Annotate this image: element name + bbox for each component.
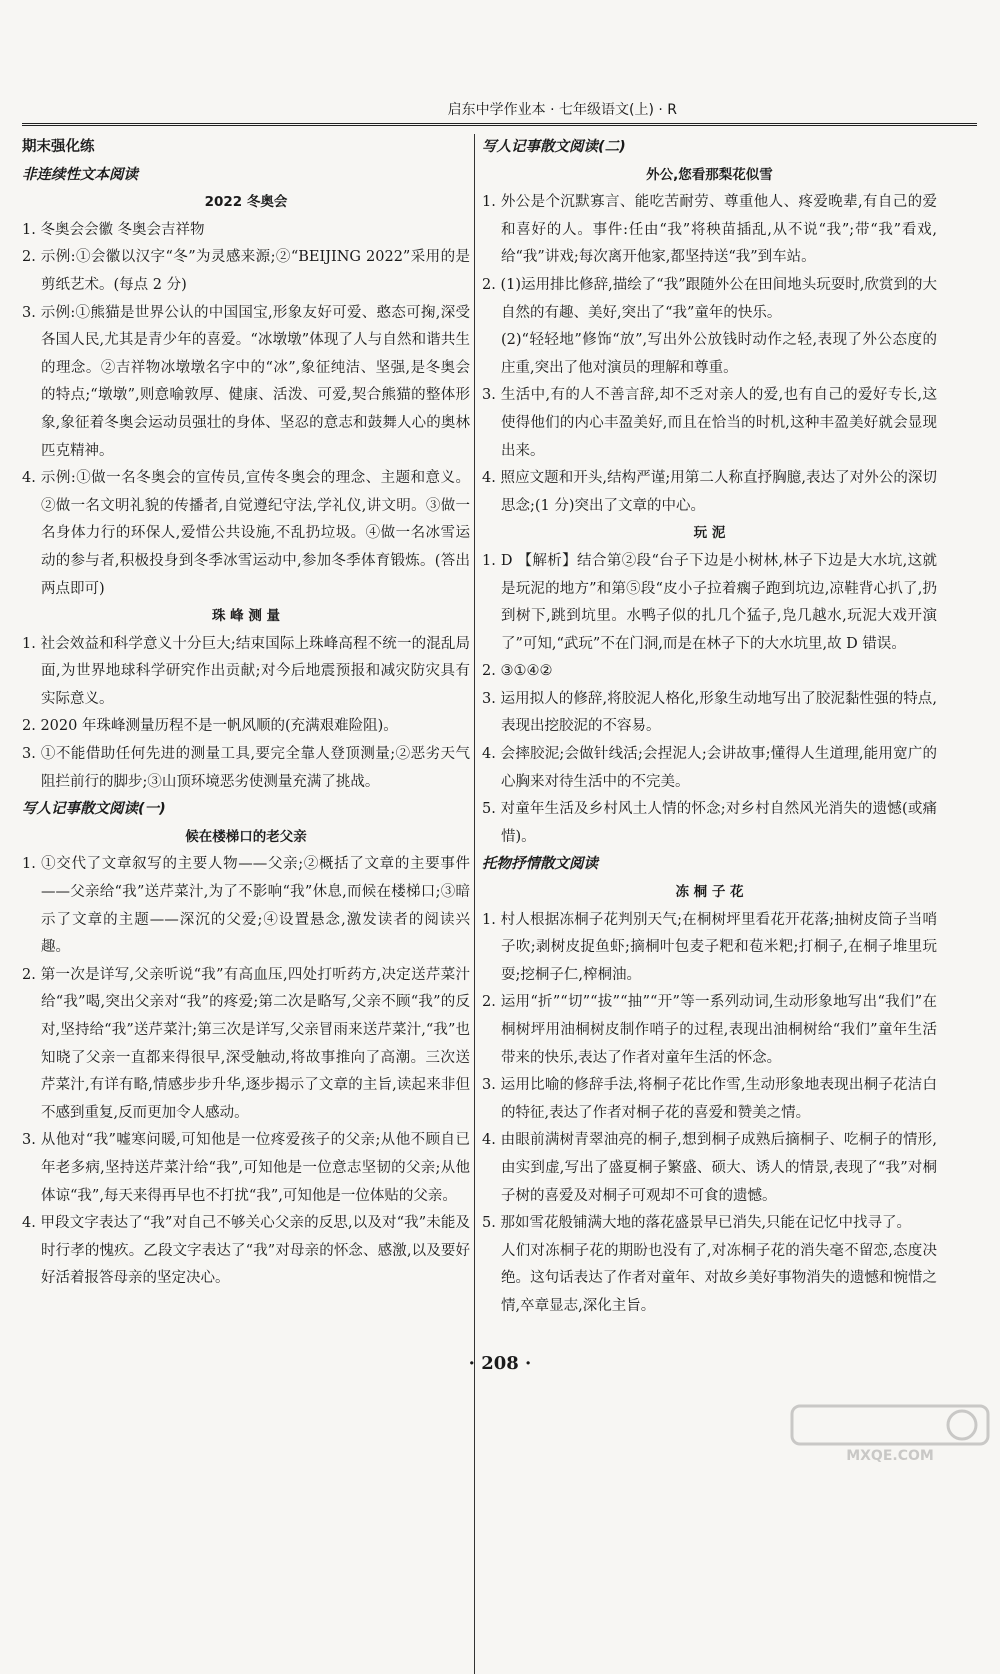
article-title: 玩 泥: [693, 525, 726, 542]
answer-item: 3. 生活中,有的人不善言辞,却不乏对亲人的爱,也有自己的爱好专长,这使得他们的内心丰盈美好,而且在恰当的时机,这种丰盈美好就会显现出来。: [482, 387, 937, 459]
article-title: 珠 峰 测 量: [211, 608, 281, 625]
answer-item: 2. (1)运用排比修辞,描绘了“我”跟随外公在田间地头玩耍时,欣赏到的大自然的有趣、美好,突出了“我”童年的快乐。: [482, 276, 937, 321]
article-title: 候在楼梯口的老父亲: [185, 828, 307, 845]
section-heading: 写人记事散文阅读(一): [22, 801, 166, 818]
answer-item: 3. 示例:①熊猫是世界公认的中国国宝,形象友好可爱、憨态可掬,深受各国人民,尤其是青少年的喜爱。“冰墩墩”体现了人与自然和谐共生的理念。②吉祥物冰墩墩名字中的“冰”,象征纯洁、坚强,是冬奥会的特点;“墩墩”,则意喻敦厚、健康、活泼、可爱,契合熊猫的整体形象,象征着冬奥会运动员强壮的身体、坚忍的意志和鼓舞人心的奥林匹克精神。: [22, 304, 470, 459]
page-title: 期末强化练: [22, 139, 95, 155]
left-column: [22, 134, 470, 1293]
answer-item: (2)“轻轻地”修饰“放”,写出外公放钱时动作之轻,表现了外公态度的庄重,突出了他对演员的理解和尊重。: [501, 332, 937, 376]
answer-item: 1. ①交代了文章叙写的主要人物——父亲;②概括了文章的主要事件——父亲给“我”送芹菜汁,为了不影响“我”休息,而候在楼梯口;③暗示了文章的主题——深沉的父爱;④设置悬念,激发读者的阅读兴趣。: [22, 856, 470, 956]
page-number: · 208 ·: [468, 1353, 532, 1374]
answer-item: 2. 第一次是详写,父亲听说“我”有高血压,四处打听药方,决定送芹菜汁给“我”喝,突出父亲对“我”的疼爱;第二次是略写,父亲不顾“我”的反对,坚持给“我”送芹菜汁;第三次是详写,父亲冒雨来送芹菜汁,“我”也知晓了父亲一直都来得很早,深受触动,将故事推向了高潮。三次送芹菜汁,有详有略,情感步步升华,逐步揭示了文章的主旨,读起来非但不感到重复,反而更加令人感动。: [22, 966, 470, 1121]
answer-item: 人们对冻桐子花的期盼也没有了,对冻桐子花的消失毫不留恋,态度决绝。这句话表达了作者对童年、对故乡美好事物消失的遗憾和惋惜之情,卒章显志,深化主旨。: [501, 1242, 937, 1314]
answer-item: 5. 那如雪花般铺满大地的落花盛景早已消失,只能在记忆中找寻了。: [482, 1215, 912, 1232]
answer-item: 3. ①不能借助任何先进的测量工具,要完全靠人登顶测量;②恶劣天气阻拦前行的脚步;③山顶环境恶劣使测量充满了挑战。: [22, 746, 470, 790]
answer-item: 3. 运用比喻的修辞手法,将桐子花比作雪,生动形象地表现出桐子花洁白的特征,表达了作者对桐子花的喜爱和赞美之情。: [482, 1077, 937, 1121]
answer-item: 4. 甲段文字表达了“我”对自己不够关心父亲的反思,以及对“我”未能及时行孝的愧疚。乙段文字表达了“我”对母亲的怀念、感激,以及要好好活着报答母亲的坚定决心。: [22, 1215, 470, 1287]
answer-item: 3. 从他对“我”嘘寒问暖,可知他是一位疼爱孩子的父亲;从他不顾自已年老多病,坚持送芹菜汁给“我”,可知他是一位意志坚韧的父亲;从他体谅“我”,每天来得再早也不打扰“我”,可知他是一位体贴的父亲。: [22, 1132, 470, 1204]
answer-item: 5. 对童年生活及乡村风土人情的怀念;对乡村自然风光消失的遗憾(或痛惜)。: [482, 801, 937, 845]
answer-item: 1. 冬奥会会徽 冬奥会吉祥物: [22, 221, 205, 238]
answer-item: 1. D 【解析】结合第②段“台子下边是小树林,林子下边是大水坑,这就是玩泥的地方”和第⑤段“皮小子拉着瘸子跑到坑边,凉鞋背心扒了,扔到树下,跳到坑里。水鸭子似的扎几个猛子,凫几越水,玩泥大戏开演了”可知,“武玩”不在门洞,而是在林子下的大水坑里,故 D 错误。: [482, 552, 937, 652]
answer-item: 1. 外公是个沉默寡言、能吃苦耐劳、尊重他人、疼爱晚辈,有自己的爱和喜好的人。事件:任由“我”将秧苗插乱,从不说“我”;带“我”看戏,给“我”讲戏;每次离开他家,都坚持送“我”到车站。: [482, 194, 937, 266]
answer-item: 4. 会摔胶泥;会做针线活;会捏泥人;会讲故事;懂得人生道理,能用宽广的心胸来对待生活中的不完美。: [482, 746, 937, 790]
column-divider: [474, 134, 475, 1674]
watermark-logo: [790, 1404, 990, 1464]
answer-item: 2. ③①④②: [482, 663, 553, 680]
section-heading: 写人记事散文阅读(二): [482, 139, 626, 155]
answer-item: 2. 运用“折”“切”“拔”“抽”“开”等一系列动词,生动形象地写出“我们”在桐树坪用油桐树皮制作哨子的过程,表现出油桐树给“我们”童年生活带来的快乐,表达了作者对童年生活的怀念。: [482, 994, 937, 1066]
answer-item: 2. 示例:①会徽以汉字“冬”为灵感来源;②“BEIJING 2022”采用的是剪纸艺术。(每点 2 分): [22, 249, 470, 293]
answer-item: 1. 社会效益和科学意义十分巨大;结束国际上珠峰高程不统一的混乱局面,为世界地球科学研究作出贡献;对今后地震预报和减灾防灾具有实际意义。: [22, 635, 470, 707]
answer-item: 3. 运用拟人的修辞,将胶泥人格化,形象生动地写出了胶泥黏性强的特点,表现出挖胶泥的不容易。: [482, 690, 937, 735]
answer-item: 1. 村人根据冻桐子花判别天气;在桐树坪里看花开花落;抽树皮筒子当哨子吹;剥树皮捉鱼虾;摘桐叶包麦子粑和苞米粑;打桐子,在桐子堆里玩耍;挖桐子仁,榨桐油。: [482, 911, 937, 983]
section-heading: 非连续性文本阅读: [22, 166, 138, 183]
watermark-text: MXQE.COM: [846, 1448, 934, 1464]
article-title: 外公,您看那梨花似雪: [646, 166, 773, 183]
answer-item: 4. 由眼前满树青翠油亮的桐子,想到桐子成熟后摘桐子、吃桐子的情形,由实到虚,写出了盛夏桐子繁盛、硕大、诱人的情景,表现了“我”对桐子树的喜爱及对桐子可观却不可食的遗憾。: [482, 1132, 937, 1204]
answer-item: 2. 2020 年珠峰测量历程不是一帆风顺的(充满艰难险阻)。: [22, 718, 398, 735]
section-heading: 托物抒情散文阅读: [482, 856, 598, 873]
page-header: [22, 104, 977, 126]
article-title: 冻 桐 子 花: [675, 884, 744, 901]
answer-item: 4. 照应文题和开头,结构严谨;用第二人称直抒胸臆,表达了对外公的深切思念;(1 分)突出了文章的中心。: [482, 470, 937, 514]
header-title: 启东中学作业本 · 七年级语文(上) · R: [447, 102, 677, 118]
right-column: [482, 134, 937, 1321]
answer-item: 4. 示例:①做一名冬奥会的宣传员,宣传冬奥会的理念、主题和意义。②做一名文明礼貌的传播者,自觉遵纪守法,学礼仪,讲文明。③做一名身体力行的环保人,爱惜公共设施,不乱扔垃圾。④做一名冰雪运动的参与者,积极投身到冬季冰雪运动中,参加冬季体育锻炼。(答出两点即可): [22, 470, 470, 597]
article-title: 2022 冬奥会: [204, 194, 288, 211]
